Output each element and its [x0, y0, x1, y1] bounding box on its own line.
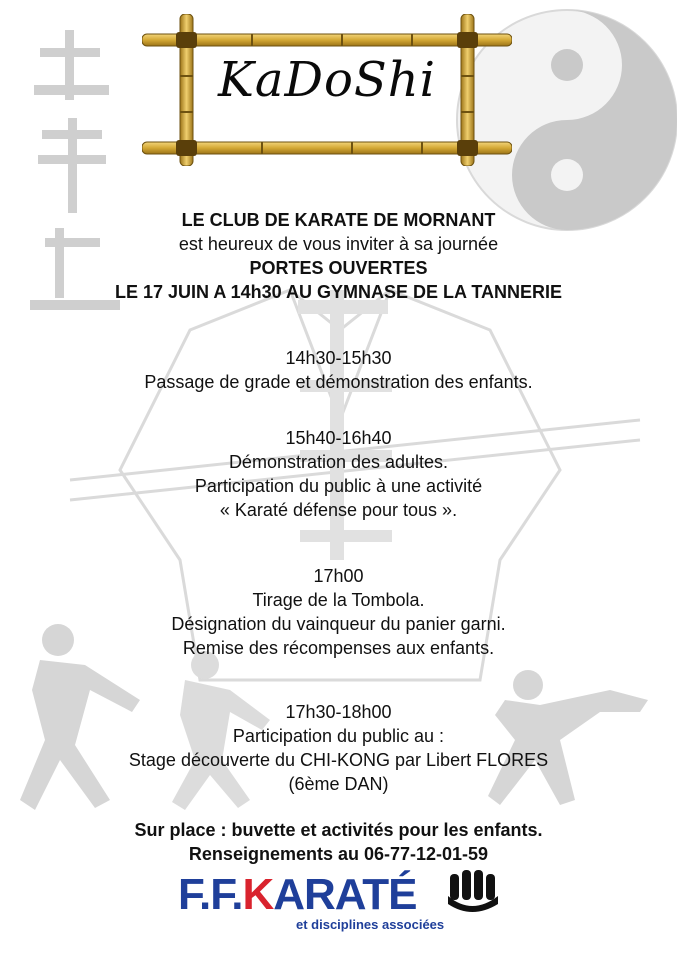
arate-letters: ARATÉ [273, 870, 417, 919]
program-line: Démonstration des adultes. [228, 452, 449, 472]
club-name: LE CLUB DE KARATE DE MORNANT [181, 210, 496, 230]
fist-icon [446, 868, 506, 918]
k-letter: K [242, 870, 274, 919]
program-line: Passage de grade et démonstration des enfants. [144, 372, 533, 392]
event-title: PORTES OUVERTES [249, 258, 428, 278]
contact-phone: Renseignements au 06-77-12-01-59 [188, 844, 489, 864]
program-line: Stage découverte du CHI-KONG par Libert FLORES [128, 750, 549, 770]
program-block [0, 700, 677, 796]
program-line: Remise des récompenses aux enfants. [182, 638, 495, 658]
program-line: Tirage de la Tombola. [252, 590, 425, 610]
invitation-line: est heureux de vous inviter à sa journée [178, 234, 499, 254]
program-line: Désignation du vainqueur du panier garni. [171, 614, 506, 634]
event-date-location: LE 17 JUIN A 14h30 AU GYMNASE DE LA TANNERIE [114, 282, 563, 302]
program-line: (6ème DAN) [288, 774, 389, 794]
program-time: 15h40-16h40 [285, 428, 392, 448]
on-site-note: Sur place : buvette et activités pour les enfants. [134, 820, 543, 840]
club-brand-name: KaDoShi [217, 52, 436, 108]
footer-info [0, 818, 677, 866]
ff-karate-logo [178, 864, 508, 944]
ff-karate-wordmark [178, 870, 417, 920]
logo-banner [142, 14, 512, 166]
program-time: 14h30-15h30 [285, 348, 392, 368]
program-line: « Karaté défense pour tous ». [219, 500, 458, 520]
program-time: 17h30-18h00 [285, 702, 392, 722]
program-block [0, 564, 677, 660]
ff-initials: F.F. [178, 870, 243, 919]
invitation-header [0, 208, 677, 304]
program-block [0, 426, 677, 522]
ff-subtitle: et disciplines associées [296, 917, 445, 932]
program-line: Participation du public à une activité [194, 476, 483, 496]
program-line: Participation du public au : [232, 726, 445, 746]
program-time: 17h00 [313, 566, 364, 586]
program-block [0, 346, 677, 394]
